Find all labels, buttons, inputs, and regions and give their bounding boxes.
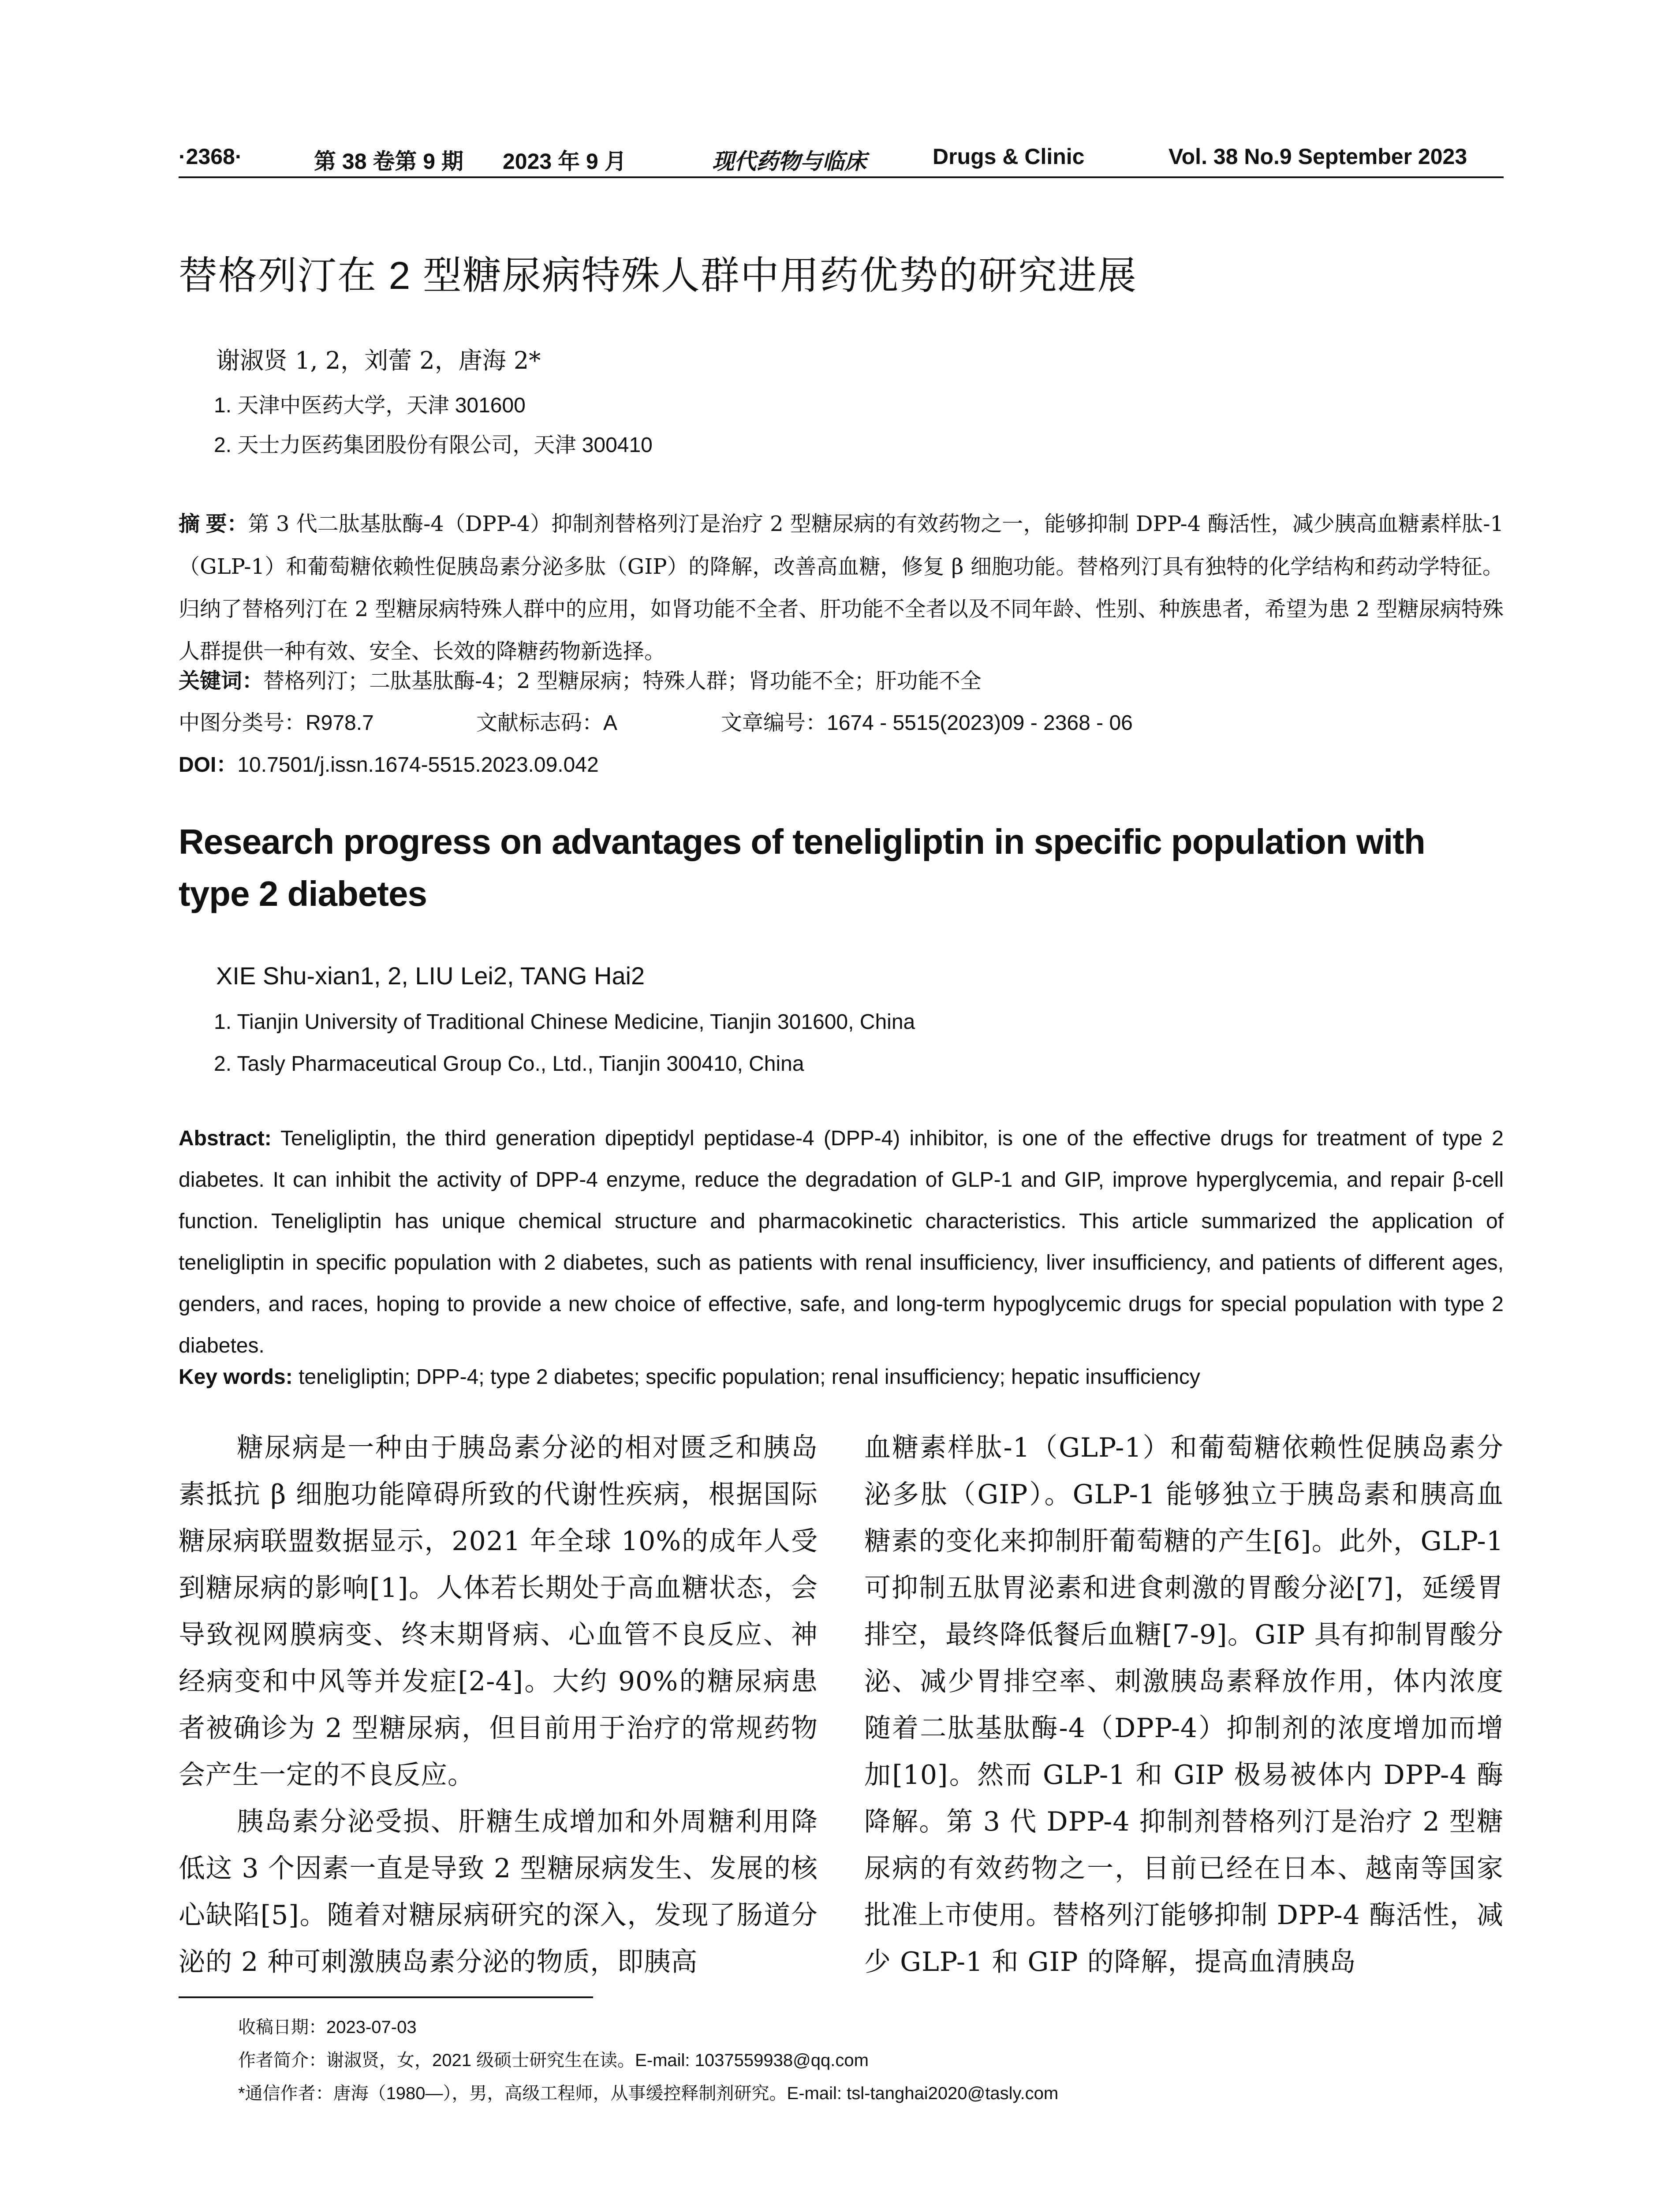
affiliation-zh-2: 2. 天士力医药集团股份有限公司，天津 300410 [214,434,653,457]
body-paragraph: 胰岛素分泌受损、肝糖生成增加和外周糖利用降低这 3 个因素一直是导致 2 型糖尿病发生、发展的核心缺陷[5]。随着对糖尿病研究的深入，发现了肠道分泌的 2 种可刺激胰岛素分泌的物质，即胰高 [179,1806,818,1977]
affiliation-en-2: 2. Tasly Pharmaceutical Group Co., Ltd., Tianjin 300410, China [214,1052,804,1076]
footnote-corresponding: *通信作者：唐海（1980—），男，高级工程师，从事缓控释制剂研究。E-mail: tsl-tanghai2020@tasly.com [238,2084,1059,2103]
doi-label: DOI： [179,753,238,777]
journal-name-zh: 现代药物与临床 [712,148,866,174]
doi-value: 10.7501/j.issn.1674-5515.2023.09.042 [237,753,599,777]
abstract-en-text: Teneligliptin, the third generation dipeptidyl peptidase-4 (DPP-4) inhibitor, is one of the effective drugs for treatment of type 2 diabetes. It can inhibit the activity of DPP-4 enzyme, reduce the degradation of GLP-1 and GIP, improve hyperglycemia, and repair β-cell function. Teneligliptin has unique chemical structure and pharmacokinetic characteristics. This article summarized the application of teneligliptin in specific population with 2 diabetes, such as patients with renal insufficiency, liver insufficiency, and patients of different ages, genders, and races, hoping to provide a new choice of effective, safe, and long-term hypoglycemic drugs for special population with type 2 diabetes. [179,1127,1504,1357]
header-rule [179,176,1504,178]
abstract-zh-text: 第 3 代二肽基肽酶-4（DPP-4）抑制剂替格列汀是治疗 2 型糖尿病的有效药物之一，能够抑制 DPP-4 酶活性，减少胰高血糖素样肽-1（GLP-1）和葡萄糖依赖性促胰岛素分泌多肽（GIP）的降解，改善高血糖，修复 β 细胞功能。替格列汀具有独特的化学结构和药动学特征。归纳了替格列汀在 2 型糖尿病特殊人群中的应用，如肾功能不全者、肝功能不全者以及不同年龄、性别、种族患者，希望为患 2 型糖尿病特殊人群提供一种有效、安全、长效的降糖药物新选择。 [179,512,1504,664]
body-paragraph: 糖尿病是一种由于胰岛素分泌的相对匮乏和胰岛素抵抗 β 细胞功能障碍所致的代谢性疾病，根据国际糖尿病联盟数据显示，2021 年全球 10%的成年人受到糖尿病的影响[1]。人体若长期处于高血糖状态，会导致视网膜病变、终末期肾病、心血管不良反应、神经病变和中风等并发症[2-4]。大约 90%的糖尿病患者被确诊为 2 型糖尿病，但目前用于治疗的常规药物会产生一定的不良反应。 [179,1432,818,1790]
footnote-rule [179,1996,593,1998]
keywords-zh-text: 替格列汀；二肽基肽酶-4；2 型糖尿病；特殊人群；肾功能不全；肝功能不全 [263,669,982,693]
footnote-received: 收稿日期：2023-07-03 [238,2018,417,2037]
journal-name-en: Drugs & Clinic [933,144,1085,169]
document-code: 文献标志码：A [476,711,618,735]
clc-number: 中图分类号：R978.7 [179,711,374,735]
body-paragraph: 血糖素样肽-1（GLP-1）和葡萄糖依赖性促胰岛素分泌多肽（GIP）。GLP-1 能够独立于胰岛素和胰高血糖素的变化来抑制肝葡萄糖的产生[6]。此外，GLP-1 可抑制五肽胃泌素和进食刺激的胃酸分泌[7]，延缓胃排空，最终降低餐后血糖[7-9]。GIP 具有抑制胃酸分泌、减少胃排空率、刺激胰岛素释放作用，体内浓度随着二肽基肽酶-4（DPP-4）抑制剂的浓度增加而增加[10]。然而 GLP-1 和 GIP 极易被体内 DPP-4 酶降解。第 3 代 DPP-4 抑制剂替格列汀是治疗 2 型糖尿病的有效药物之一，目前已经在日本、越南等国家批准上市使用。替格列汀能够抑制 DPP-4 酶活性，减少 GLP-1 和 GIP 的降解，提高血清胰岛 [864,1432,1504,1977]
doi [179,747,599,778]
abstract-zh [179,503,1504,673]
affiliation-zh-1: 1. 天津中医药大学，天津 301600 [214,394,526,417]
keywords-en-label: Key words: [179,1365,293,1389]
title-zh: 替格列汀在 2 型糖尿病特殊人群中用药优势的研究进展 [179,254,1137,297]
keywords-zh [179,664,982,694]
volume-en: Vol. 38 No.9 September 2023 [1169,144,1467,169]
authors-en: XIE Shu-xian1, 2, LIU Lei2, TANG Hai2 [216,962,645,990]
authors-zh: 谢淑贤 1, 2，刘蕾 2，唐海 2* [216,347,541,374]
keywords-en-text: teneligliptin; DPP-4; type 2 diabetes; specific population; renal insufficiency; hepatic insufficiency [299,1365,1200,1389]
body-column-right [864,1424,1504,1985]
body-column-left [179,1424,818,1985]
title-en: Research progress on advantages of teneligliptin in specific population with type 2 diabetes [179,822,1425,913]
page-number: ·2368· [179,144,243,169]
abstract-zh-label: 摘 要： [179,512,248,536]
abstract-en-label: Abstract: [179,1127,272,1150]
footnote-author-bio: 作者简介：谢淑贤，女，2021 级硕士研究生在读。E-mail: 1037559938@qq.com [238,2051,869,2070]
abstract-en [179,1118,1504,1367]
keywords-zh-label: 关键词： [179,669,264,693]
date-zh: 2023 年 9 月 [503,149,627,174]
volume-zh: 第 38 卷第 9 期 [314,149,463,174]
affiliation-en-1: 1. Tianjin University of Traditional Chinese Medicine, Tianjin 301600, China [214,1010,915,1034]
keywords-en [179,1365,1200,1389]
article-number: 文章编号：1674 - 5515(2023)09 - 2368 - 06 [721,711,1133,735]
